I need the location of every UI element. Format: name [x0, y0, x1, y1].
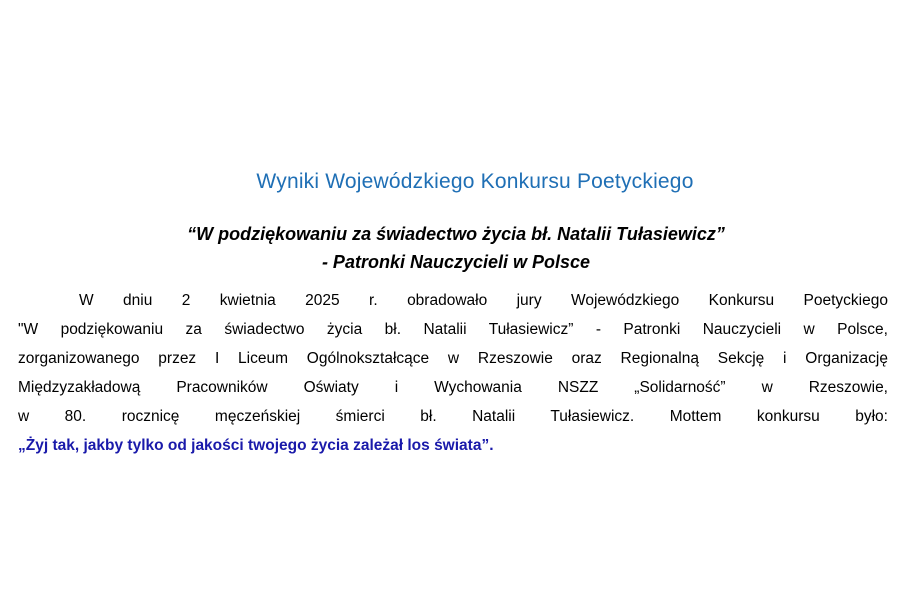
paragraph-line: Międzyzakładową Pracowników Oświaty i Wychowania NSZZ „Solidarność” w Rzeszowie,	[18, 379, 888, 396]
motto-text: „Żyj tak, jakby tylko od jakości twojego życia zależał los świata”.	[18, 437, 494, 454]
subtitle-line-1: “W podziękowaniu za świadectwo życia bł. Natalii Tułasiewicz”	[187, 224, 725, 244]
subtitle-line-2: - Patronki Nauczycieli w Polsce	[321, 252, 591, 272]
page-title: Wyniki Wojewódzkiego Konkursu Poetyckiego	[256, 170, 694, 193]
paragraph-line: w 80. rocznicę męczeńskiej śmierci bł. Natalii Tułasiewicz. Mottem konkursu było:	[18, 408, 888, 425]
body-paragraph	[18, 286, 888, 460]
paragraph-line: "W podziękowaniu za świadectwo życia bł. Natalii Tułasiewicz” - Patronki Nauczycieli w Polsce,	[18, 321, 888, 338]
paragraph-line: zorganizowanego przez I Liceum Ogólnokształcące w Rzeszowie oraz Regionalną Sekcję i Organizację	[18, 350, 888, 367]
paragraph-line: W dniu 2 kwietnia 2025 r. obradowało jury Wojewódzkiego Konkursu Poetyckiego	[79, 292, 888, 309]
